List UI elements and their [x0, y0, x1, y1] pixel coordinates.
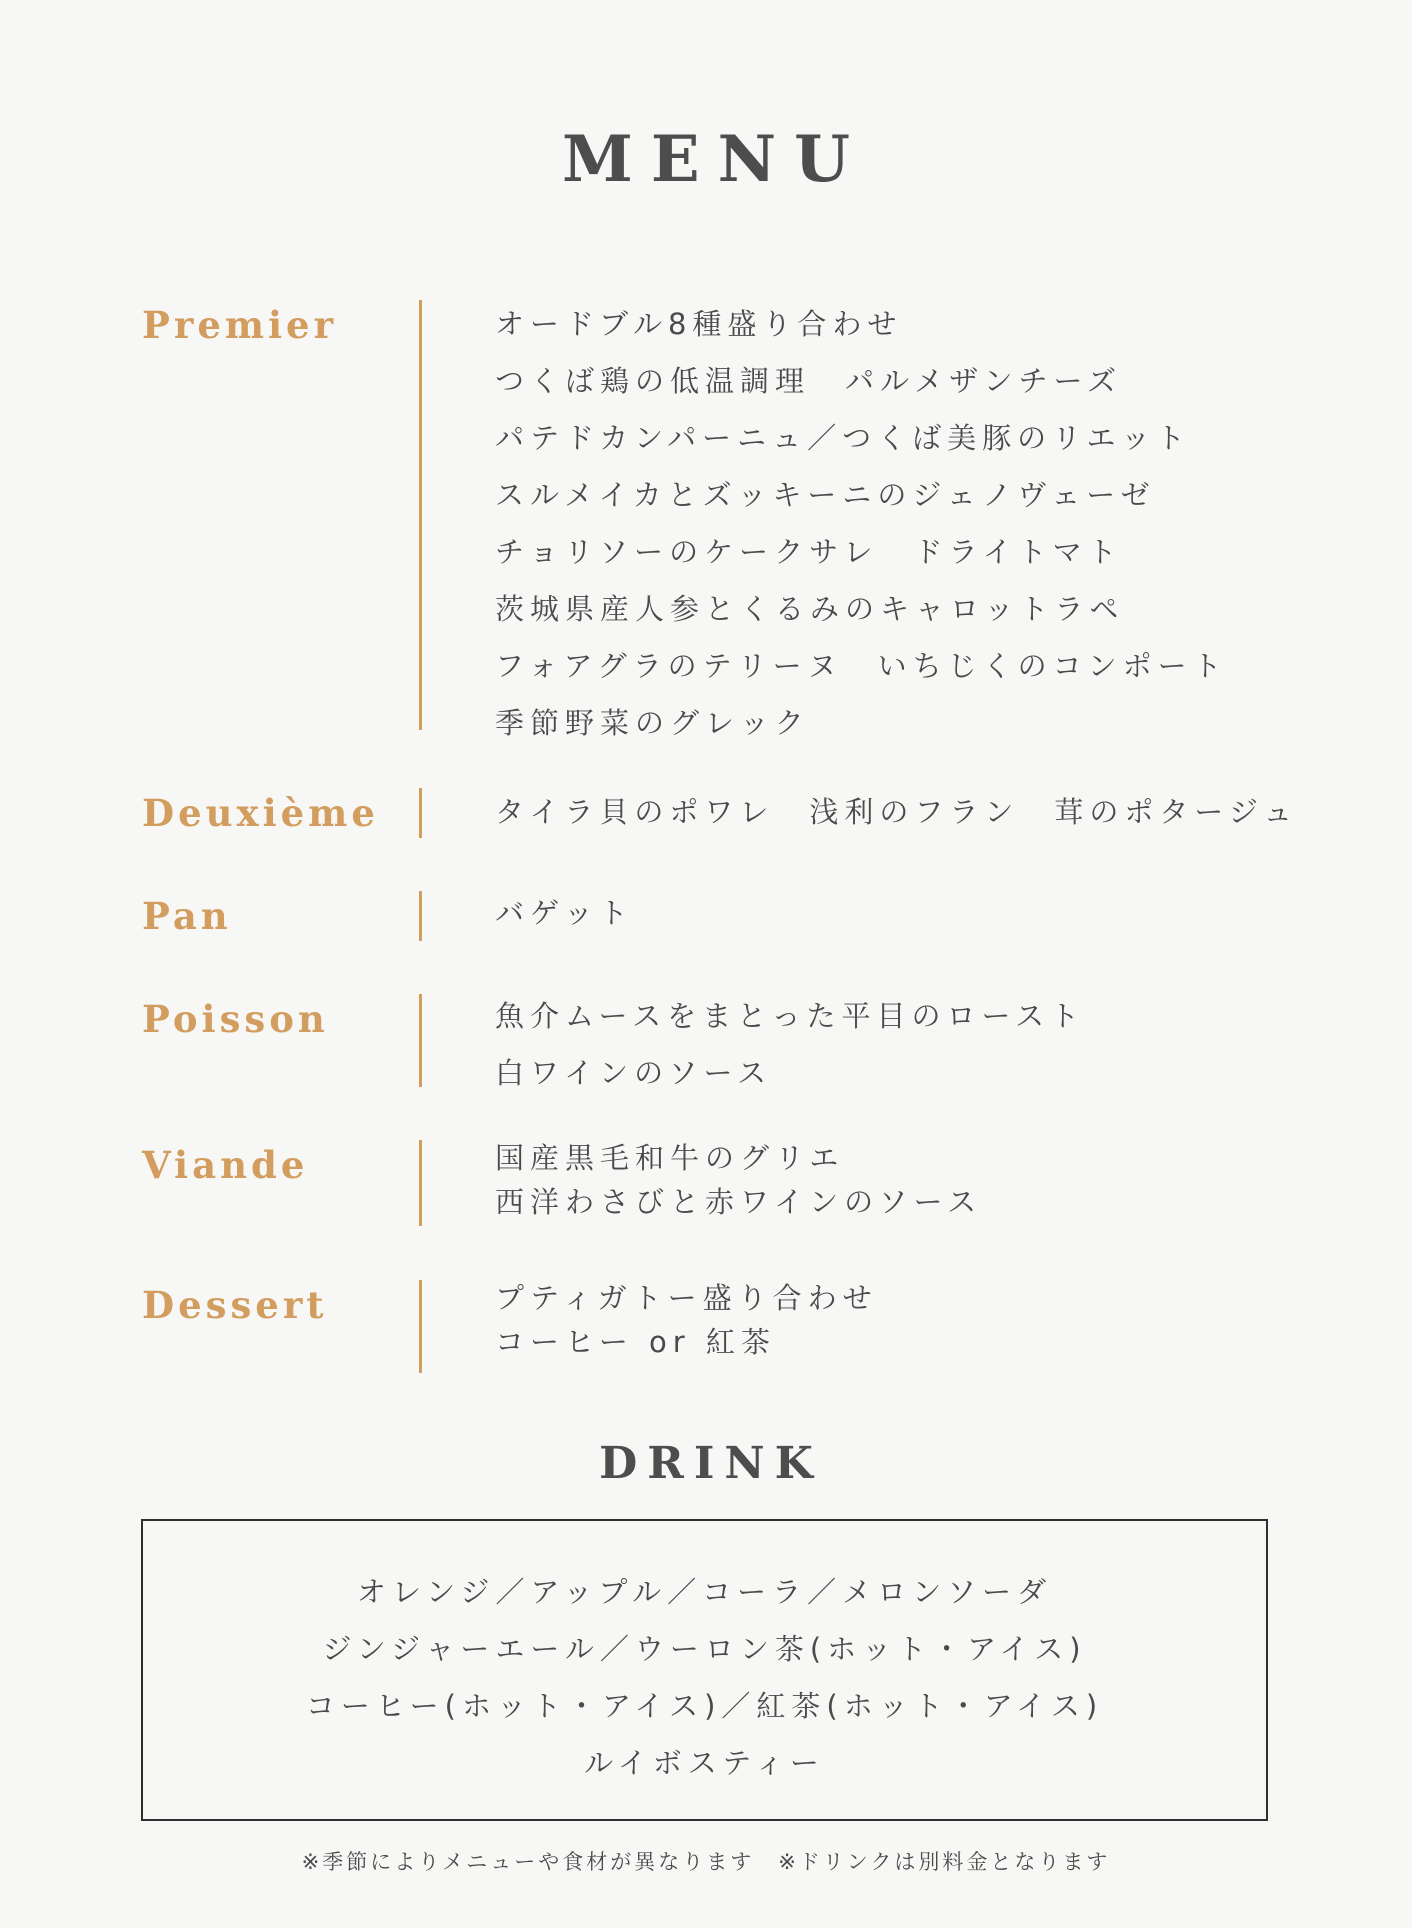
drink-item: オレンジ／アップル／コーラ／メロンソーダ [356, 1575, 1053, 1609]
menu-item: 西洋わさびと赤ワインのソース [495, 1185, 983, 1219]
footnote: ※季節によりメニューや食材が異なります ※ドリンクは別料金となります [301, 1850, 1111, 1874]
drink-item: コーヒー(ホット・アイス)／紅茶(ホット・アイス) [305, 1689, 1104, 1723]
drink-item: ジンジャーエール／ウーロン茶(ホット・アイス) [322, 1632, 1087, 1666]
menu-item: オードブル8種盛り合わせ [495, 307, 903, 341]
menu-item: 白ワインのソース [495, 1056, 773, 1090]
drink-title: DRINK [599, 1438, 823, 1489]
menu-item: スルメイカとズッキーニのジェノヴェーゼ [495, 478, 1156, 512]
section-label: Premier [142, 303, 338, 347]
section-items [495, 296, 1228, 752]
section-label: Deuxième [142, 791, 379, 835]
menu-item: チョリソーのケークサレ ドライトマト [495, 535, 1123, 569]
drink-box [141, 1519, 1268, 1821]
menu-item: パテドカンパーニュ／つくば美豚のリエット [495, 421, 1191, 455]
menu-item: バゲット [495, 896, 634, 930]
section-divider [419, 1280, 422, 1373]
section-divider [419, 788, 422, 838]
drink-list [143, 1564, 1266, 1792]
menu-item: 魚介ムースをまとった平目のロースト [495, 999, 1086, 1033]
section-label: Dessert [142, 1283, 328, 1327]
menu-item: コーヒー or 紅茶 [495, 1325, 776, 1359]
menu-item: プティガトー盛り合わせ [495, 1281, 878, 1315]
section-divider [419, 300, 422, 730]
section-items [495, 1136, 982, 1224]
menu-item: タイラ貝のポワレ 浅利のフラン 茸のポタージュ [495, 795, 1299, 829]
menu-title: MENU [562, 122, 868, 197]
section-divider [419, 1140, 422, 1226]
menu-item: 国産黒毛和牛のグリエ [495, 1141, 845, 1175]
section-divider [419, 891, 422, 941]
section-items [495, 988, 1085, 1102]
section-items [495, 784, 1298, 841]
drink-item: ルイボスティー [584, 1746, 825, 1780]
menu-item: つくば鶏の低温調理 パルメザンチーズ [495, 364, 1123, 398]
menu-item: 季節野菜のグレック [495, 706, 810, 740]
section-label: Viande [142, 1143, 309, 1187]
section-items [495, 1276, 878, 1364]
section-label: Poisson [142, 997, 329, 1041]
menu-item: フォアグラのテリーヌ いちじくのコンポート [495, 649, 1228, 683]
menu-item: 茨城県産人参とくるみのキャロットラペ [495, 592, 1125, 626]
section-divider [419, 994, 422, 1087]
section-label: Pan [142, 894, 232, 938]
section-items [495, 885, 634, 942]
